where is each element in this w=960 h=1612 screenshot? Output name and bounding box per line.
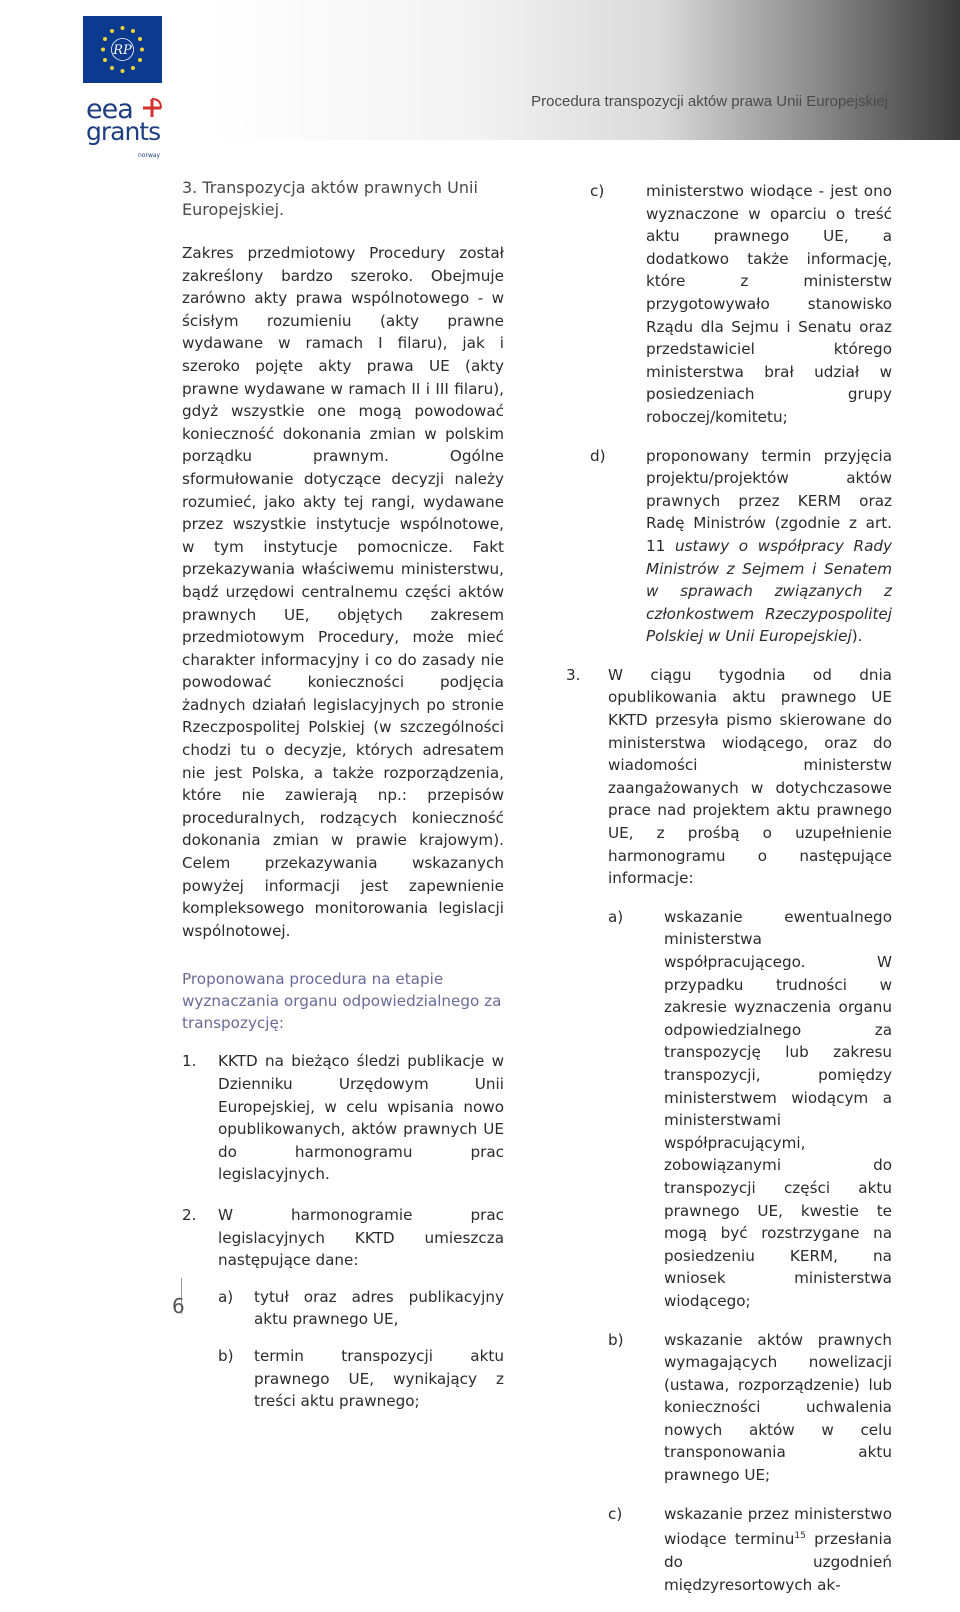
header-photo [214, 0, 960, 140]
list-marker: 3. [566, 665, 581, 684]
section-title: 3. Transpozycja aktów prawnych Unii Europejskiej. [182, 178, 478, 219]
list-marker: d) [590, 446, 606, 465]
list-marker: b) [608, 1330, 624, 1349]
list-text: wskazanie ewentualnego ministerstwa współpracującego. W przypadku trudności w zakresie wyznaczenia organu odpowiedzialnego za transpozycję lub zakresu transpozycji, pomiędzy ministerstwem wiodącym a ministerstwami współpracującymi, zobowiązanymi do transpozycji części aktu prawnego UE, kwestie te mogą być rozstrzygane na posiedzeniu KERM, na wniosek ministerstwa wiodącego; [664, 907, 892, 1310]
list-text-part: ). [851, 627, 863, 646]
eu-flag-logo [83, 16, 162, 83]
list-item-2a [218, 1286, 504, 1331]
procedure-subheading: Proponowana procedura na etapie wyznaczania organu odpowiedzialnego za transpozycję: [182, 970, 502, 1033]
eea-grants-logo [86, 96, 166, 166]
list-item-3a [608, 906, 892, 1313]
left-column [182, 177, 504, 1413]
list-item-3b [608, 1329, 892, 1487]
list-marker: b) [218, 1346, 234, 1365]
law-title: ustawy o współpracy Rady Ministrów z Sejmem i Senatem w sprawach związanych z członkostwem Rzeczypospolitej Polskiej w Unii Europejskiej [646, 536, 892, 646]
list-text [664, 1503, 892, 1596]
list-text-part: proponowany termin przyjęcia projektu/projektów aktów prawnych przez KERM oraz Radę Ministrów (zgodnie z art. 11 [646, 446, 892, 555]
list-text: tytuł oraz adres publikacyjny aktu prawnego UE, [254, 1287, 504, 1329]
eea-logo-top: eea [86, 94, 133, 125]
right-column [566, 180, 892, 1612]
eu-logo-monogram: RP [113, 43, 132, 58]
list-text [646, 445, 892, 648]
intro-paragraph: Zakres przedmiotowy Procedury został zakreślony bardzo szeroko. Obejmuje zarówno akty prawa wspólnotowego - w ścisłym rozumieniu (akty prawne wydawane w ramach I filaru), jak i szeroko pojęte akty prawa UE (akty prawne wydawane w ramach II i III filaru), gdyż wszystkie one mogą powodować konieczność dokonania zmian w polskim porządku prawnym. Ogólne sformułowanie dotyczące decyzji należy rozumieć, jako akty tej rangi, wydawane przez wszystkie instytucje wspólnotowe, w tym instytucje pomocnicze. Fakt przekazywania właściwemu ministerstwu, bądź urzędowi centralnemu części aktów prawnych UE, objętych zakresem przedmiotowym Procedury, może mieć charakter informacyjny i co do zasady nie powodować konieczności podjęcia żadnych działań legislacyjnych po stronie Rzeczpospolitej Polskiej (w szczególności chodzi tu o decyzje, których adresatem nie jest Polska, a także rozporządzenia, które nie zawierają np.: przepisów proceduralnych, rodzących konieczność dokonania zmian w prawie krajowym). Celem przekazywania wskazanych powyżej informacji jest zapewnienie kompleksowego monitorowania legislacji wspólnotowej. [182, 244, 504, 940]
list-marker: 2. [182, 1205, 197, 1224]
list-item-3c [608, 1503, 892, 1596]
list-item-2 [182, 1204, 504, 1272]
list-marker: c) [590, 182, 605, 200]
list-item-c [590, 180, 892, 429]
list-item-2b [218, 1345, 504, 1413]
list-marker: c) [608, 1504, 623, 1523]
list-text: termin transpozycji aktu prawnego UE, wynikający z treści aktu prawnego; [254, 1346, 504, 1411]
list-marker: a) [218, 1287, 234, 1306]
list-text-part: przesłania do uzgodnień międzyresortowych ak- [664, 1530, 892, 1594]
list-text: wskazanie aktów prawnych wymagających nowelizacji (ustawa, rozporządzenie) lub konieczności uchwalenia nowych aktów w celu transponowania aktu prawnego UE; [664, 1330, 892, 1485]
eea-logo-sub: norway [138, 152, 161, 159]
list-item-d [590, 445, 892, 648]
page-number: 6 [172, 1294, 185, 1318]
list-marker: a) [608, 907, 624, 926]
list-marker: 1. [182, 1052, 197, 1071]
running-head: Procedura transpozycji aktów prawa Unii Europejskiej [531, 93, 888, 110]
eea-logo-bottom: grants [86, 117, 161, 146]
list-item-3 [566, 664, 892, 890]
list-text: W harmonogramie prac legislacyjnych KKTD umieszcza następujące dane: [218, 1205, 504, 1270]
list-text: ministerstwo wiodące - jest ono wyznaczone w oparciu o treść aktu prawnego UE, a dodatkowo także informację, które z ministerstw przygotowywało stanowisko Rządu dla Sejmu i Senatu oraz przedstawiciel którego ministerstwa brał udział w posiedzeniach grupy roboczej/komitetu; [646, 182, 892, 426]
list-text-part: wskazanie przez ministerstwo wiodące terminu [664, 1504, 892, 1549]
list-item-1 [182, 1050, 504, 1186]
footnote-ref: 15 [794, 1531, 806, 1542]
list-text: KKTD na bieżąco śledzi publikacje w Dzienniku Urzędowym Unii Europejskiej, w celu wpisania nowo opublikowanych, aktów prawnych UE do harmonogramu prac legislacyjnych. [218, 1052, 504, 1184]
list-text: W ciągu tygodnia od dnia opublikowania aktu prawnego UE KKTD przesyła pismo skierowane do ministerstwa wiodącego, oraz do wiadomości ministerstw zaangażowanych w dotychczasowe prace nad projektem aktu prawnego UE, z prośbą o uzupełnienie harmonogramu o następujące informacje: [608, 665, 892, 888]
